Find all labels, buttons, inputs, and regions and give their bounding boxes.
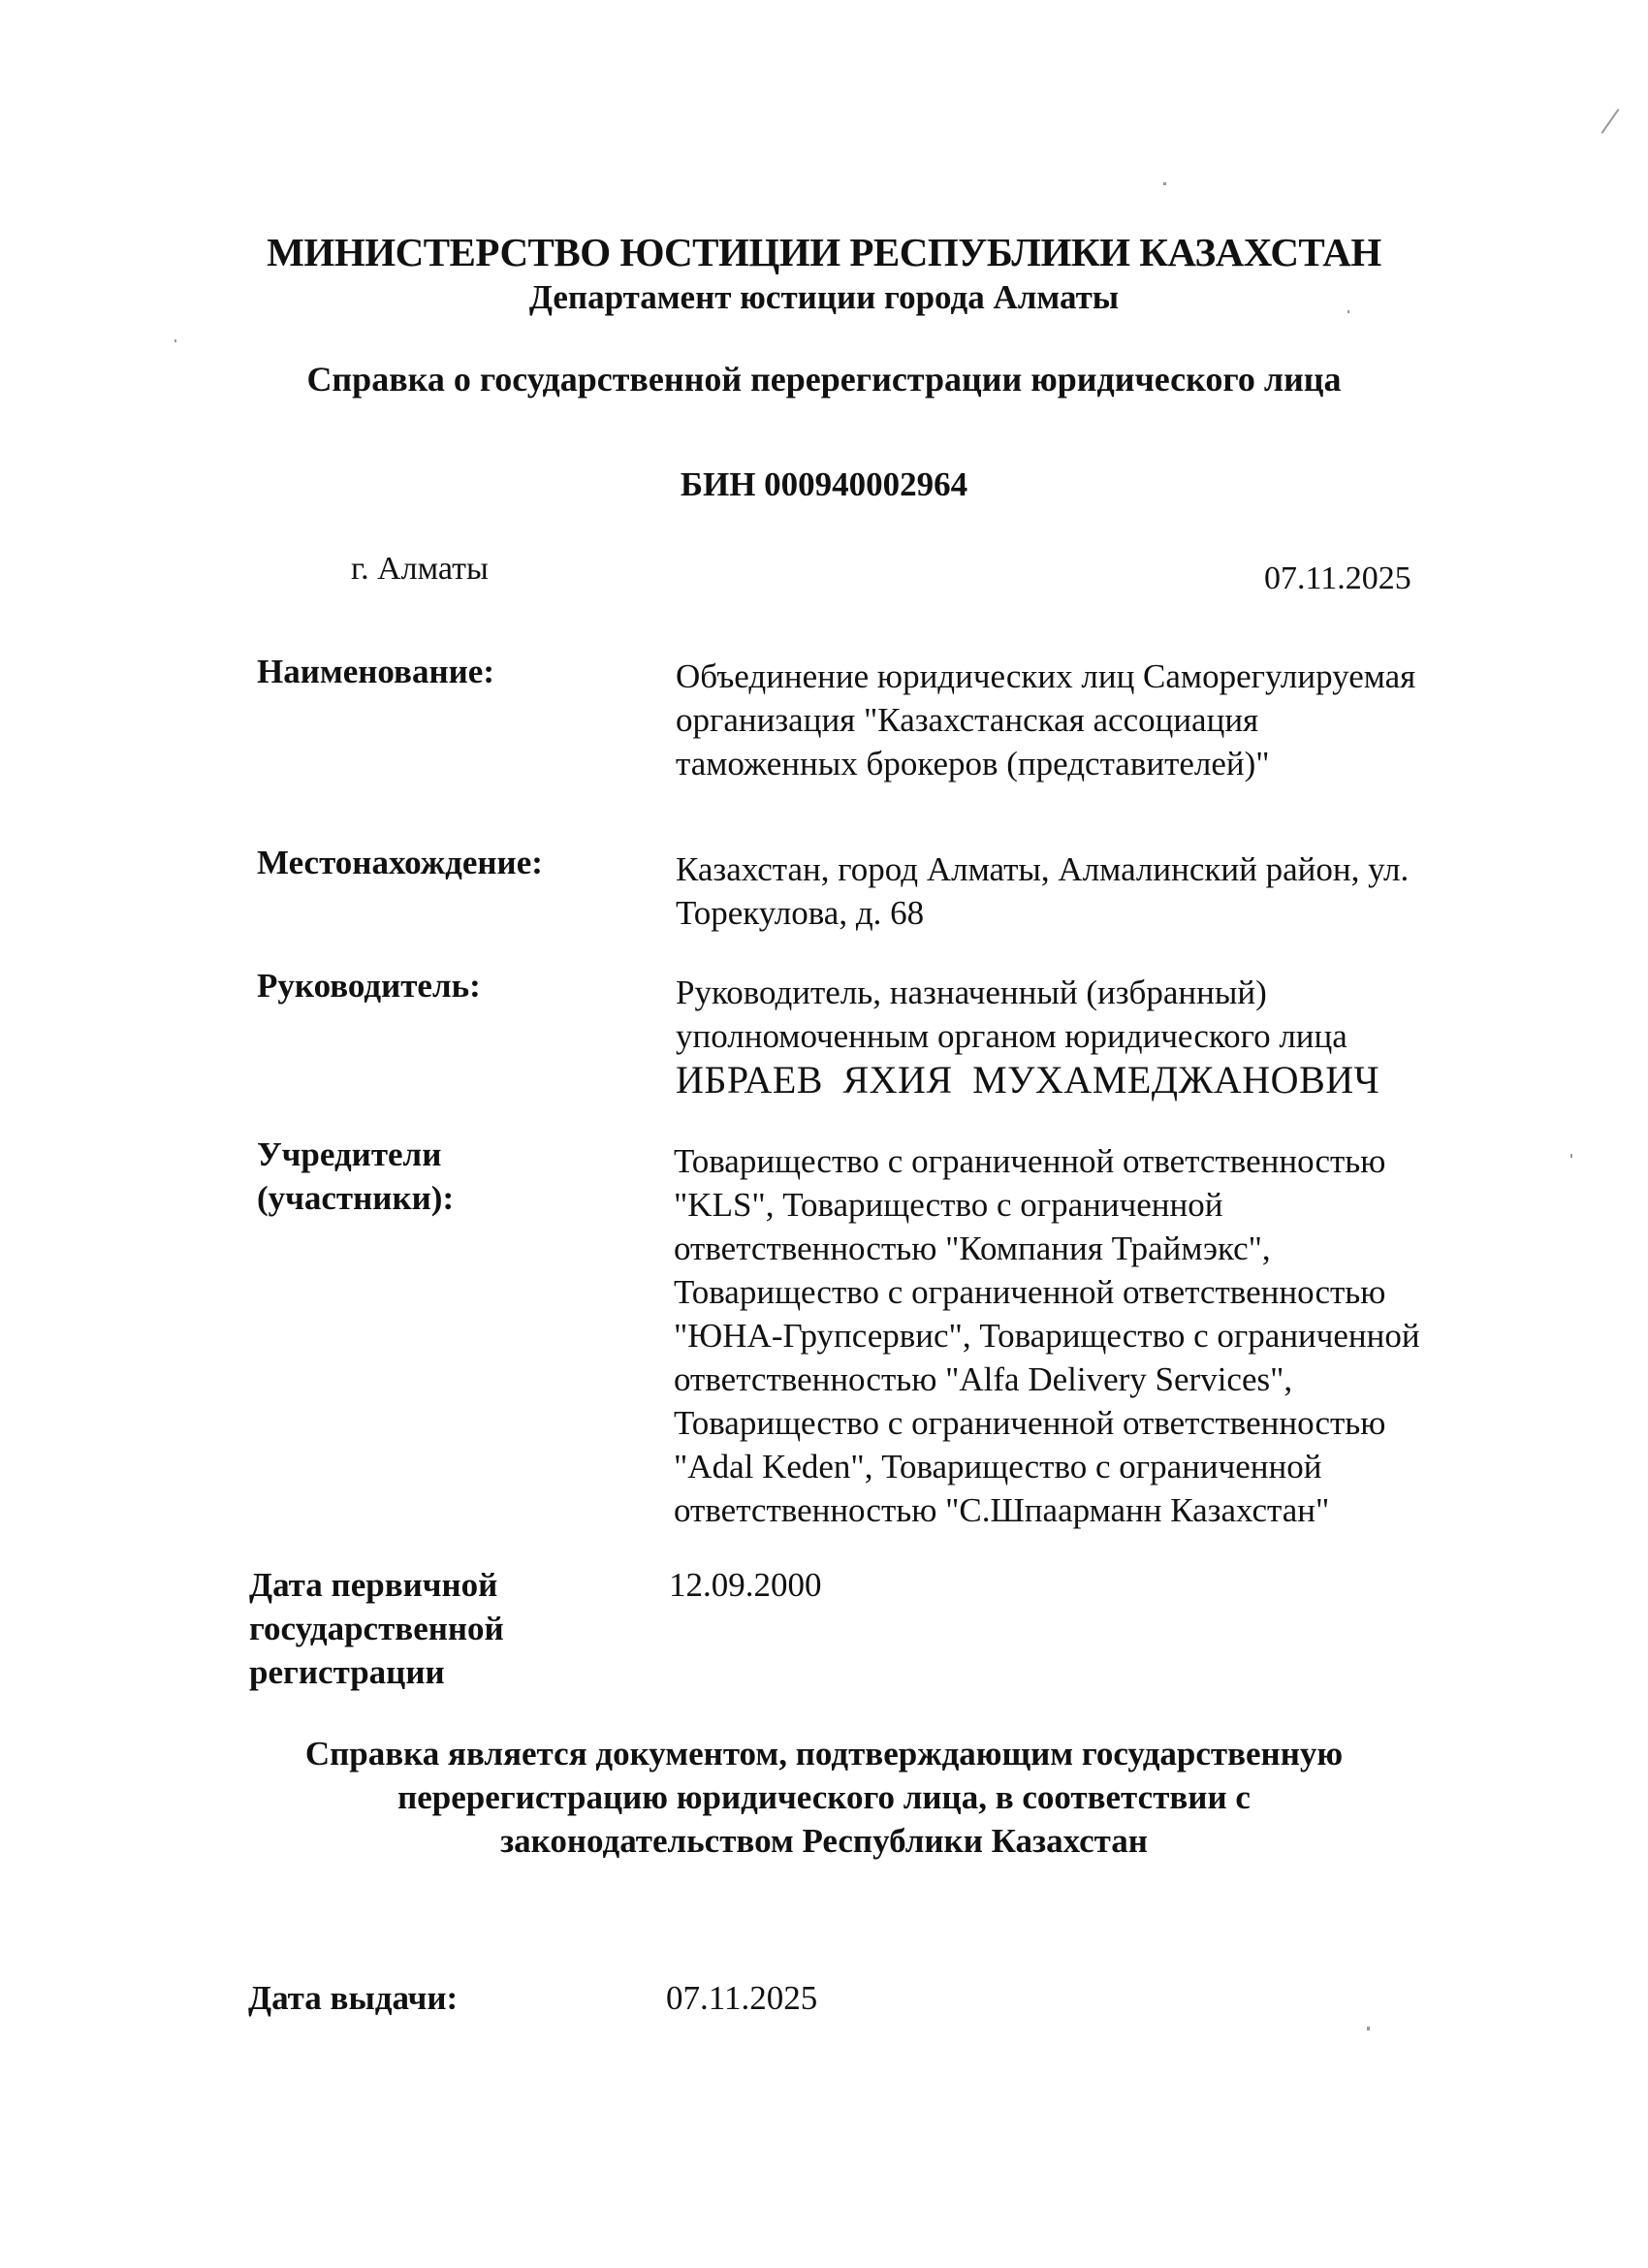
name-line: организация "Казахстанская ассоциация bbox=[676, 701, 1259, 739]
founders-line: ответственностью "Компания Траймэкс", bbox=[674, 1230, 1271, 1267]
name-line: таможенных брокеров (представителей)" bbox=[676, 745, 1270, 783]
location-label: Местонахождение: bbox=[257, 844, 543, 881]
name-label: Наименование: bbox=[257, 653, 494, 690]
name-line: Объединение юридических лиц Саморегулируемая bbox=[676, 657, 1416, 695]
head-value bbox=[676, 971, 1529, 1102]
location-line: Казахстан, город Алматы, Алмалинский район, ул. bbox=[676, 850, 1410, 888]
department-heading: Департамент юстиции города Алматы bbox=[528, 278, 1120, 316]
name-value bbox=[676, 655, 1529, 785]
scan-speck bbox=[1570, 1154, 1572, 1158]
statement bbox=[0, 1732, 1648, 1863]
founders-line: "Adal Keden", Товарищество с ограниченной bbox=[674, 1448, 1322, 1485]
founders-line: Товарищество с ограниченной ответственностью bbox=[674, 1142, 1386, 1180]
bin-number: БИН 000940002964 bbox=[680, 465, 968, 503]
scan-speck bbox=[1367, 2027, 1370, 2030]
founders-label-line: Учредители bbox=[257, 1135, 442, 1173]
head-line: Руководитель, назначенный (избранный) bbox=[676, 974, 1267, 1011]
founders-line: "ЮНА-Групсервис", Товарищество с ограниченной bbox=[674, 1317, 1420, 1355]
issue-date-value: 07.11.2025 bbox=[666, 1979, 818, 2017]
scan-speck bbox=[174, 339, 176, 342]
issue-date-label: Дата выдачи: bbox=[248, 1979, 459, 2017]
document-date: 07.11.2025 bbox=[1264, 560, 1411, 596]
first-registration-label-line: государственной bbox=[249, 1610, 504, 1647]
founders-value bbox=[674, 1139, 1527, 1532]
founders-label bbox=[257, 1133, 454, 1220]
statement-line: перерегистрацию юридического лица, в соответствии с bbox=[397, 1778, 1251, 1816]
first-registration-label bbox=[249, 1563, 504, 1694]
founders-label-line: (участники): bbox=[257, 1179, 455, 1217]
scan-speck bbox=[1347, 310, 1349, 313]
location-value bbox=[676, 847, 1529, 935]
statement-line: законодательством Республики Казахстан bbox=[500, 1822, 1148, 1860]
founders-line: ответственностью "С.Шпаарманн Казахстан" bbox=[674, 1491, 1330, 1529]
first-registration-date: 12.09.2000 bbox=[669, 1566, 822, 1604]
scan-speck bbox=[1163, 182, 1166, 185]
founders-line: "KLS", Товарищество с ограниченной bbox=[674, 1186, 1223, 1224]
ministry-heading: МИНИСТЕРСТВО ЮСТИЦИИ РЕСПУБЛИКИ КАЗАХСТАН bbox=[267, 230, 1381, 274]
first-registration-label-line: регистрации bbox=[249, 1653, 445, 1691]
statement-line: Справка является документом, подтверждающим государственную bbox=[304, 1735, 1344, 1773]
founders-line: Товарищество с ограниченной ответственностью bbox=[674, 1404, 1386, 1442]
document-title: Справка о государственной перерегистрации юридического лица bbox=[306, 360, 1342, 399]
head-person-name: ИБРАЕВ ЯХИЯ МУХАМЕДЖАНОВИЧ bbox=[676, 1058, 1380, 1102]
place-of-issue: г. Алматы bbox=[351, 551, 489, 587]
scan-mark bbox=[1601, 109, 1620, 134]
founders-line: Товарищество с ограниченной ответственностью bbox=[674, 1273, 1386, 1311]
head-label: Руководитель: bbox=[257, 967, 481, 1005]
head-line: уполномоченным органом юридического лица bbox=[676, 1017, 1347, 1055]
first-registration-label-line: Дата первичной bbox=[249, 1566, 498, 1604]
founders-line: ответственностью "Alfa Delivery Services", bbox=[674, 1360, 1293, 1398]
location-line: Торекулова, д. 68 bbox=[676, 894, 925, 932]
